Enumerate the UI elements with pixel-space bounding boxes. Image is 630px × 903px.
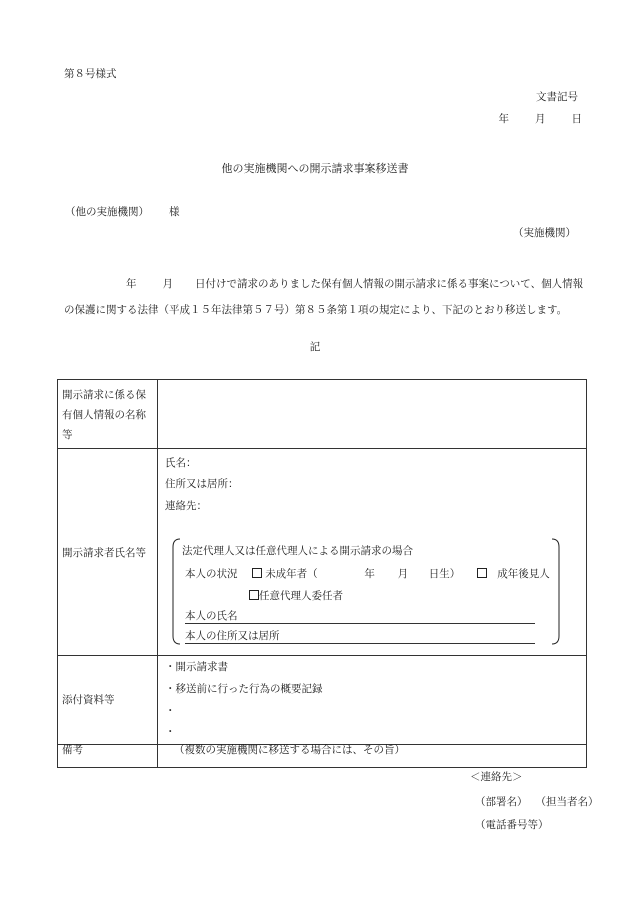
agent-bracket [172, 537, 560, 647]
requester-address-label: 住所又は居所： [165, 478, 239, 490]
voluntary-agent-label: 任意代理人委任者 [259, 590, 343, 602]
remarks-label: 備考 [62, 744, 83, 756]
table-row [58, 449, 587, 656]
minor-label: 未成年者（ [265, 568, 318, 580]
footer-person-label: （担当者名） [535, 796, 599, 808]
adult-guardian-label: 成年後見人 [497, 568, 550, 580]
footer-phone: （電話番号等） [475, 819, 549, 831]
form-number: 第８号様式 [64, 68, 117, 80]
table-row [58, 745, 587, 768]
attachments-value-cell [158, 656, 587, 745]
date-year: 年 [498, 113, 509, 125]
principal-name-label: 本人の氏名 [185, 610, 238, 622]
body-paragraph [64, 271, 584, 323]
attachments-label: 添付資料等 [62, 693, 115, 706]
row-label-cell [58, 449, 158, 656]
principal-name-line [185, 623, 535, 624]
footer-department [475, 797, 599, 808]
addressee-name: （他の実施機関） [65, 206, 149, 218]
principal-address-line [185, 643, 535, 644]
document-date [499, 114, 583, 125]
attachment-item: ・移送前に行った行為の概要記録 [165, 683, 323, 695]
minor-checkbox[interactable] [252, 568, 262, 578]
attachment-item: ・ [165, 705, 176, 717]
document-code: 文書記号 [536, 91, 578, 103]
transfer-table [57, 379, 587, 768]
ki-heading: 記 [309, 341, 321, 353]
date-day: 日 [571, 113, 582, 125]
requester-name-label: 氏名： [165, 457, 197, 469]
attachment-item: ・開示請求書 [165, 661, 228, 673]
adult-guardian-checkbox[interactable] [477, 568, 487, 578]
birth-month: 月 [397, 568, 409, 580]
row-label-cell [58, 745, 158, 768]
info-name-value [158, 380, 587, 449]
date-month: 月 [535, 113, 546, 125]
principal-address-label: 本人の住所又は居所 [185, 630, 280, 642]
footer-department-label: （部署名） [475, 796, 528, 808]
addressee [65, 207, 180, 218]
sender-agency: （実施機関） [513, 227, 576, 239]
body-text: 日付けで請求のありました保有個人情報の開示請求に係る事案について、個人情報の保護に関する法律（平成１５年法律第５７号）第８５条第１項の規定により、下記のとおり移送します。 [64, 278, 584, 316]
agent-heading: 法定代理人又は任意代理人による開示請求の場合 [182, 545, 413, 557]
table-row [58, 380, 587, 449]
status-label: 本人の状況 [185, 568, 238, 580]
birth-year: 年 [364, 568, 375, 580]
requester-label: 開示請求者氏名等 [62, 546, 146, 559]
body-year: 年 [126, 278, 137, 290]
voluntary-agent-checkbox[interactable] [249, 590, 259, 600]
row-label-cell [58, 656, 158, 745]
voluntary-agent [249, 590, 343, 602]
row-label-cell [58, 380, 158, 449]
document-title: 他の実施機関への開示請求事案移送書 [221, 162, 409, 175]
remarks-value: （複数の実施機関に移送する場合には、その旨） [158, 745, 587, 768]
birth-day: 日生） [428, 568, 461, 580]
table-row [58, 656, 587, 745]
info-name-label: 開示請求に係る保有個人情報の名称等 [62, 389, 146, 441]
requester-contact-label: 連絡先： [165, 500, 207, 512]
addressee-honorific: 様 [169, 206, 180, 218]
requester-value-cell [158, 449, 587, 656]
principal-status [185, 568, 550, 580]
footer-contact-heading: ＜連絡先＞ [470, 771, 523, 783]
body-month: 月 [162, 278, 173, 290]
attachment-item: ・ [165, 726, 176, 738]
